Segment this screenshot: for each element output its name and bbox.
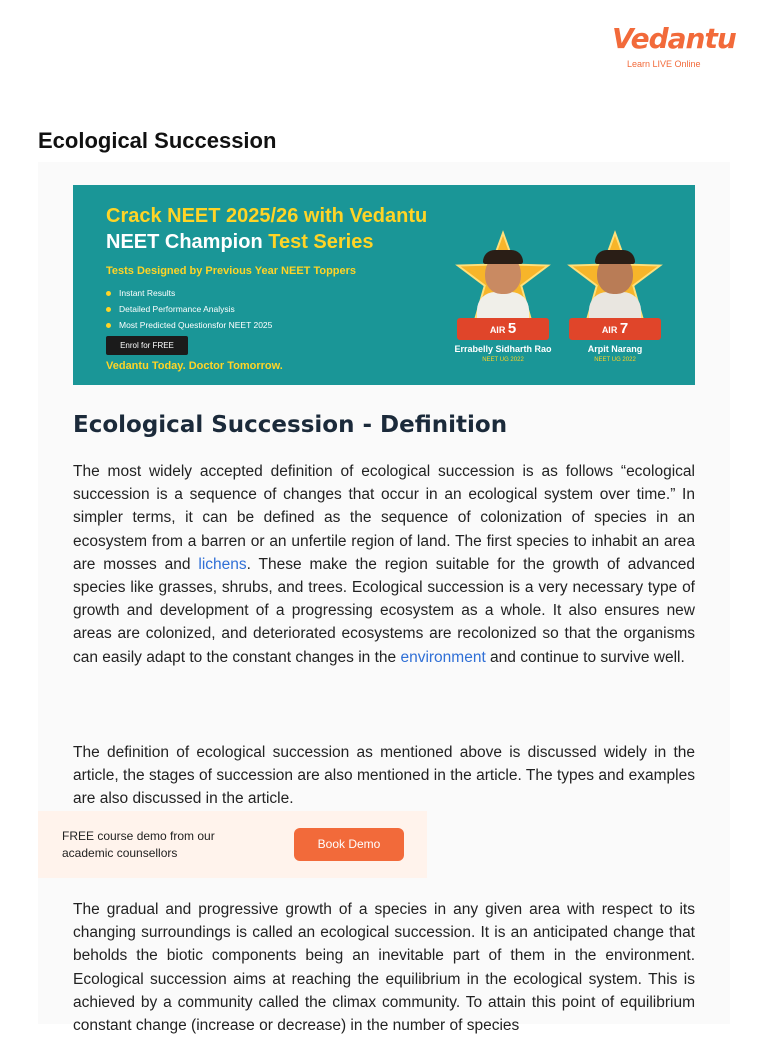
topper-card [555, 230, 675, 370]
neet-promo-banner[interactable] [73, 185, 695, 385]
banner-headline: Crack NEET 2025/26 with Vedantu [106, 205, 428, 227]
topper-exam: NEET UG 2022 [482, 357, 524, 363]
bullet-icon [106, 307, 111, 312]
rank-badge: AIR 5 [457, 318, 549, 340]
topper-photo [477, 292, 529, 320]
banner-subheadline-main: NEET Champion [106, 231, 263, 253]
book-demo-button[interactable]: Book Demo [294, 828, 404, 861]
section-heading: Ecological Succession - Definition [73, 412, 508, 438]
enrol-free-button[interactable]: Enrol for FREE [106, 336, 188, 355]
banner-subheadline-highlight: Test Series [268, 231, 374, 253]
bullet-icon [106, 291, 111, 296]
banner-tagline: Tests Designed by Previous Year NEET Toppers [106, 265, 357, 277]
logo-tagline: Learn LIVE Online [627, 59, 701, 69]
rank-badge: AIR 7 [569, 318, 661, 340]
page-title: Ecological Succession [38, 128, 277, 153]
banner-subheadline [106, 231, 373, 254]
topper-name: Errabelly Sidharth Rao [454, 344, 552, 354]
definition-paragraph: The most widely accepted definition of ecological succession is as follows “ecological succession is a sequence of changes that occur in an ecological system over time.” In simpler terms, it can be defined as the sequence of colonization of species in an ecosystem from a barren or an unfertile region of land. The first species to inhabit an area are mosses and lichens. These make the region suitable for the growth of advanced species like grasses, shrubs, and trees. Ecological succession is a very necessary type of growth and development of a progressing ecosystem as a whole. It also ensures new areas are colonized, and deteriorated ecosystems are recolonized so that the organisms can easily adapt to the constant changes in the environment and continue to survive well. [73, 463, 695, 666]
banner-feature: Instant Results [106, 285, 272, 301]
banner-footer: Vedantu Today. Doctor Tomorrow. [106, 360, 283, 372]
banner-feature-list [106, 285, 272, 333]
article-content [38, 162, 730, 1035]
topper-photo [589, 292, 641, 320]
cta-text: FREE course demo from our academic counsellors [62, 829, 215, 860]
explanation-paragraph: The gradual and progressive growth of a species in any given area with respect to its changing surroundings is called an ecological succession. It is an anticipated change that beholds the biotic components being an inevitable part of them in the environment. Ecological succession aims at reaching the equilibrium in the ecological system. This is achieved by a community called the climax community. To attain this point of equilibrium constant change (increase or decrease) in the number of species [73, 901, 695, 1035]
environment-link[interactable]: environment [400, 648, 486, 666]
logo-wordmark: Vedantu [612, 22, 736, 55]
overview-paragraph: The definition of ecological succession as mentioned above is discussed widely in the article, the stages of succession are also mentioned in the article. The types and examples are also discussed in the article. [73, 744, 695, 808]
topper-card [443, 230, 563, 370]
topper-name: Arpit Narang [587, 344, 643, 354]
lichens-link[interactable]: lichens [198, 555, 247, 573]
topper-exam: NEET UG 2022 [594, 357, 636, 363]
banner-feature: Detailed Performance Analysis [106, 301, 272, 317]
bullet-icon [106, 323, 111, 328]
demo-cta-bar [38, 811, 427, 878]
banner-feature: Most Predicted Questionsfor NEET 2025 [106, 317, 272, 333]
vedantu-logo[interactable] [612, 22, 736, 72]
